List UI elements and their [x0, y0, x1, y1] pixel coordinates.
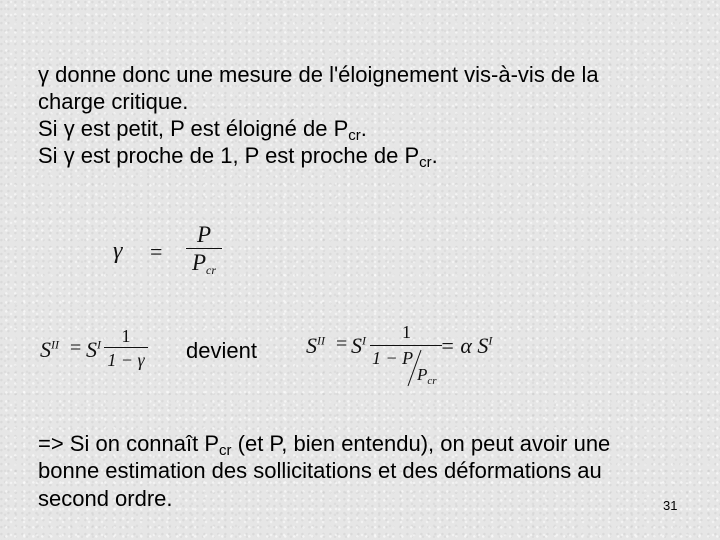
- fraction-one-over-one-minus-gamma: 1 1 − γ: [104, 325, 148, 372]
- text-line-4: Si γ est proche de 1, P est proche de $P_{cr}$.: [38, 143, 438, 171]
- text-line-2: charge critique.: [38, 89, 189, 114]
- gamma-symbol: γ: [63, 116, 75, 141]
- text-line-1: γ donne donc une mesure de l'éloignement vis-à-vis de la: [38, 62, 599, 87]
- text-line-7: second ordre.: [38, 486, 173, 511]
- gamma-symbol: γ: [38, 62, 49, 87]
- fraction-bar: [370, 345, 442, 346]
- fraction-p-over-pcr: P $P_{cr}$: [186, 222, 222, 277]
- devient-label: devient: [186, 338, 257, 363]
- gamma-symbol: γ: [63, 143, 75, 168]
- text-line-5: => Si on connaît $P_{cr}$ (et P, bien entendu), on peut avoir une: [38, 431, 611, 459]
- text-line-6: bonne estimation des sollicitations et des déformations au: [38, 458, 602, 483]
- fraction-one-over-one-minus-p-over-pcr: 1 1 − P $P_{cr}$: [370, 322, 442, 388]
- text-line-3: Si γ est petit, P est éloigné de $P_{cr}$.: [38, 116, 367, 144]
- page-number: 31: [663, 498, 678, 513]
